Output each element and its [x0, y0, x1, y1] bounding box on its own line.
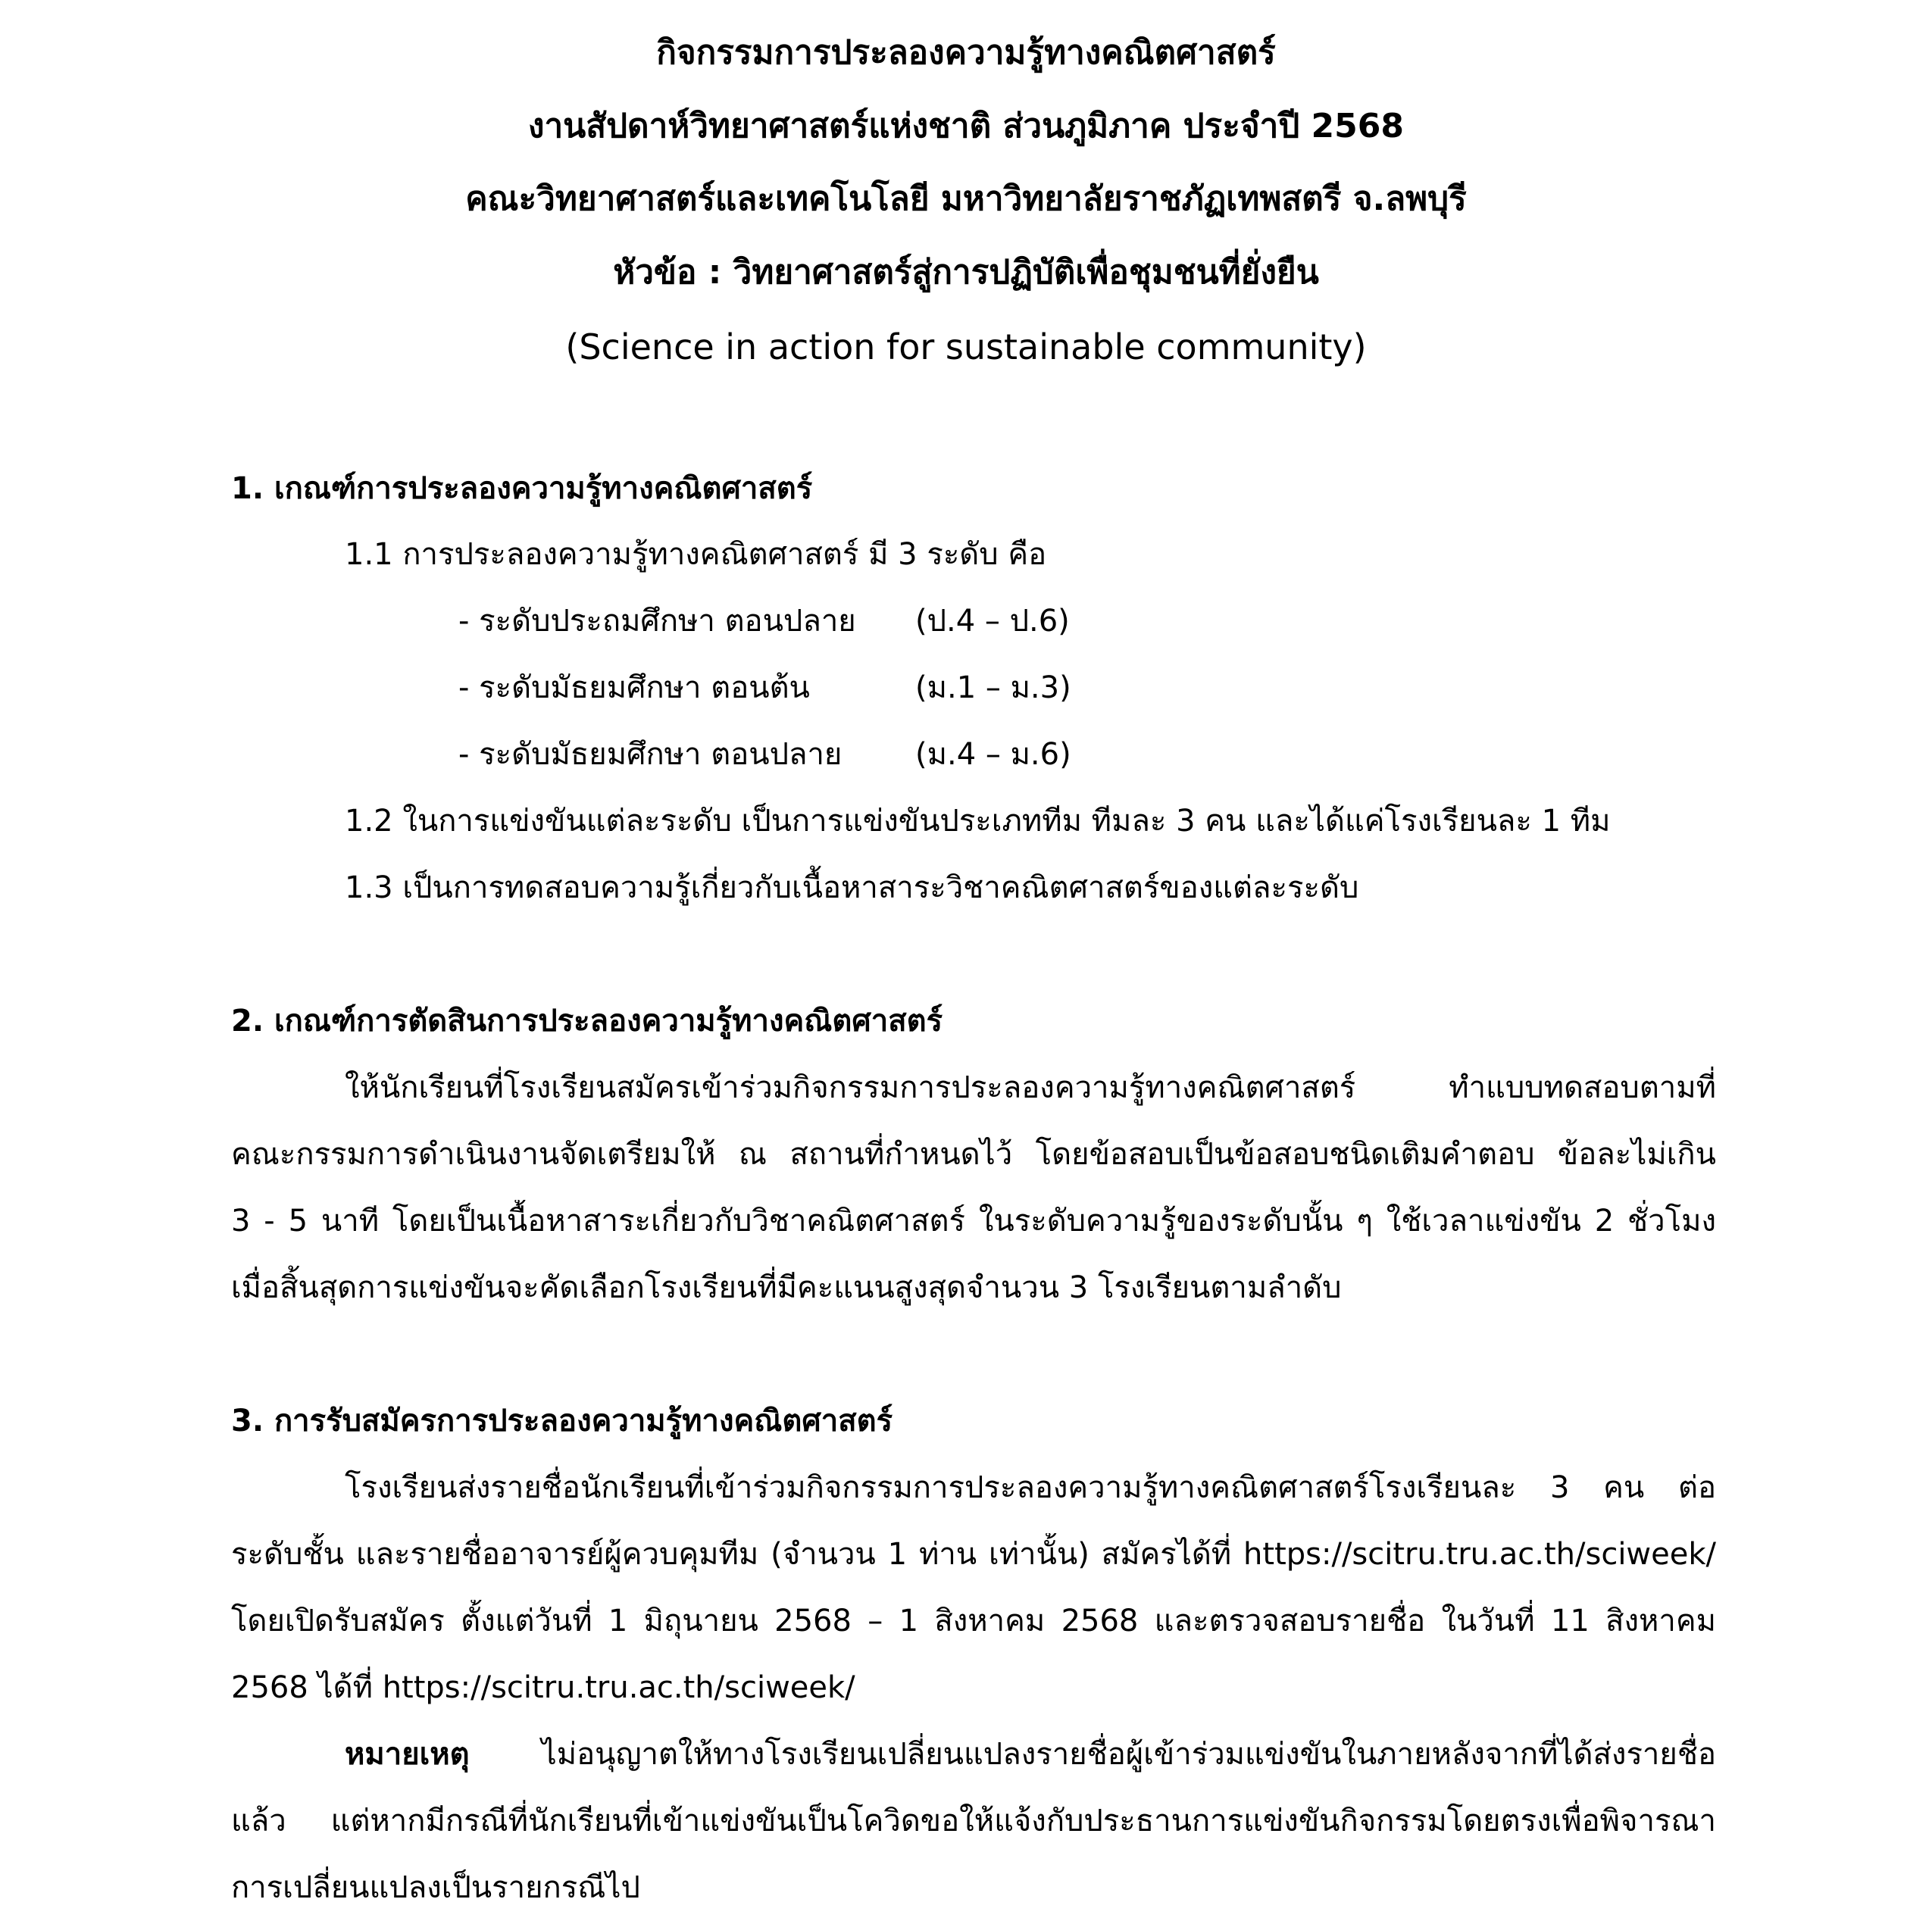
document-title-line-2: งานสัปดาห์วิทยาศาสตร์แห่งชาติ ส่วนภูมิภาค ประจำปี 2568	[527, 107, 1405, 145]
note-line-2	[231, 1800, 1716, 1842]
section-3-text-3: โดยเปิดรับสมัคร ตั้งแต่วันที่ 1 มิถุนายน 2568 – 1 สิงหาคม 2568 และตรวจสอบรายชื่อ ในวันที่ 11 สิงหาคม	[231, 1604, 1716, 1638]
section-2-text-3: 3 - 5 นาที โดยเป็นเนื้อหาสาระเกี่ยวกับวิชาคณิตศาสตร์ ในระดับความรู้ของระดับนั้น ๆ ใช้เวลาแข่งขัน 2 ชั่วโมง	[231, 1204, 1716, 1238]
section-3-paragraph-line-2	[231, 1533, 1716, 1576]
section-1-item-2: 1.2 ในการแข่งขันแต่ละระดับ เป็นการแข่งขันประเภททีม ทีมละ 3 คน และได้แค่โรงเรียนละ 1 ทีม	[345, 804, 1611, 839]
document-title-line-3: คณะวิทยาศาสตร์และเทคโนโลยี มหาวิทยาลัยราชภัฏเทพสตรี จ.ลพบุรี	[465, 180, 1467, 218]
level-secondary-lower-range: (ม.1 – ม.3)	[915, 670, 1071, 705]
document-title-english: (Science in action for sustainable community)	[565, 326, 1367, 367]
section-2-paragraph-line-3	[231, 1200, 1716, 1242]
document-title-line-1: กิจกรรมการประลองความรู้ทางคณิตศาสตร์	[656, 33, 1276, 72]
level-primary-upper-range: (ป.4 – ป.6)	[915, 604, 1070, 639]
note-text-1: ไม่อนุญาตให้ทางโรงเรียนเปลี่ยนแปลงรายชื่อผู้เข้าร่วมแข่งขันในภายหลังจากที่ได้ส่งรายชื่อ	[469, 1737, 1716, 1772]
section-2-paragraph-line-1	[345, 1067, 1716, 1109]
note-line-3: การเปลี่ยนแปลงเป็นรายกรณีไป	[231, 1870, 640, 1905]
document-title-line-4: หัวข้อ : วิทยาศาสตร์สู่การปฏิบัติเพื่อชุมชนที่ยั่งยืน	[613, 253, 1319, 292]
note-text-2: แล้ว แต่หากมีกรณีที่นักเรียนที่เข้าแข่งขันเป็นโควิดขอให้แจ้งกับประธานการแข่งขันกิจกรรมโดยตรงเพื่อพิจารณา	[231, 1804, 1716, 1838]
section-1-item-1: 1.1 การประลองความรู้ทางคณิตศาสตร์ มี 3 ระดับ คือ	[345, 537, 1047, 572]
level-primary-upper-name: - ระดับประถมศึกษา ตอนปลาย	[458, 604, 856, 639]
section-2-heading: 2. เกณฑ์การตัดสินการประลองความรู้ทางคณิตศาสตร์	[231, 1004, 943, 1039]
note-label: หมายเหตุ	[345, 1737, 470, 1772]
section-1-heading: 1. เกณฑ์การประลองความรู้ทางคณิตศาสตร์	[231, 471, 813, 506]
level-secondary-upper-range: (ม.4 – ม.6)	[915, 737, 1071, 772]
section-3-paragraph-line-1	[345, 1467, 1716, 1509]
note-line-1	[345, 1733, 1716, 1776]
section-2-text-1: ให้นักเรียนที่โรงเรียนสมัครเข้าร่วมกิจกรรมการประลองความรู้ทางคณิตศาสตร์ ทำแบบทดสอบตามที่	[345, 1070, 1716, 1105]
section-2-paragraph-line-4: เมื่อสิ้นสุดการแข่งขันจะคัดเลือกโรงเรียนที่มีคะแนนสูงสุดจำนวน 3 โรงเรียนตามลำดับ	[231, 1270, 1342, 1305]
section-3-paragraph-line-4: 2568 ได้ที่ https://scitru.tru.ac.th/sciweek/	[231, 1670, 855, 1705]
section-2-paragraph-line-2	[231, 1133, 1716, 1176]
section-3-heading: 3. การรับสมัครการประลองความรู้ทางคณิตศาสตร์	[231, 1404, 893, 1438]
level-secondary-lower-name: - ระดับมัธยมศึกษา ตอนต้น	[458, 670, 810, 705]
section-3-text-2: ระดับชั้น และรายชื่ออาจารย์ผู้ควบคุมทีม (จำนวน 1 ท่าน เท่านั้น) สมัครได้ที่ https://scitru.tru.ac.th/sciweek/	[231, 1537, 1716, 1572]
section-1-item-3: 1.3 เป็นการทดสอบความรู้เกี่ยวกับเนื้อหาสาระวิชาคณิตศาสตร์ของแต่ละระดับ	[345, 870, 1359, 905]
section-3-text-1: โรงเรียนส่งรายชื่อนักเรียนที่เข้าร่วมกิจกรรมการประลองความรู้ทางคณิตศาสตร์โรงเรียนละ 3 คน ต่อ	[345, 1470, 1716, 1505]
level-secondary-upper-name: - ระดับมัธยมศึกษา ตอนปลาย	[458, 737, 843, 772]
section-2-text-2: คณะกรรมการดำเนินงานจัดเตรียมให้ ณ สถานที่กำหนดไว้ โดยข้อสอบเป็นข้อสอบชนิดเติมคำตอบ ข้อละไม่เกิน	[231, 1137, 1716, 1172]
section-3-paragraph-line-3	[231, 1600, 1716, 1642]
